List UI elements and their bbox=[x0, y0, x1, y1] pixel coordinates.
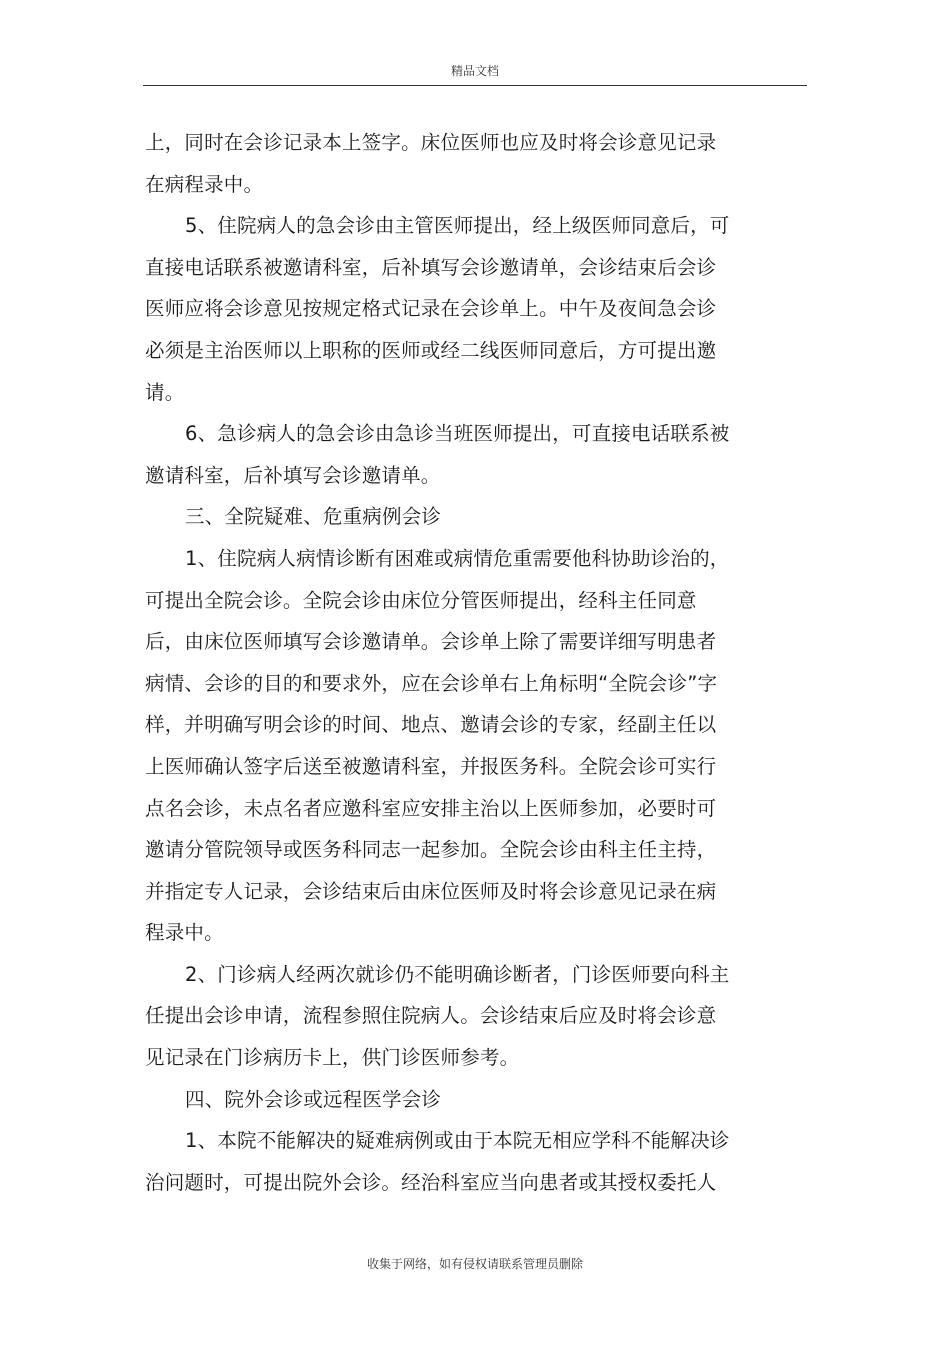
text-line: 5、住院病人的急会诊由主管医师提出，经上级医师同意后，可 bbox=[185, 214, 730, 238]
text-line: 样，并明确写明会诊的时间、地点、邀请会诊的专家，经副主任以 bbox=[145, 713, 717, 737]
text-line: 见记录在门诊病历卡上，供门诊医师参考。 bbox=[145, 1046, 520, 1070]
text-line: 四、院外会诊或远程医学会诊 bbox=[185, 1087, 442, 1111]
text-line: 治问题时，可提出院外会诊。经治科室应当向患者或其授权委托人 bbox=[145, 1170, 717, 1194]
text-line: 直接电话联系被邀请科室，后补填写会诊邀请单，会诊结束后会诊 bbox=[145, 255, 717, 279]
text-line: 可提出全院会诊。全院会诊由床位分管医师提出，经科主任同意 bbox=[145, 588, 697, 612]
text-line: 必须是主治医师以上职称的医师或经二线医师同意后，方可提出邀 bbox=[145, 338, 717, 362]
text-line: 邀请科室，后补填写会诊邀请单。 bbox=[145, 463, 441, 487]
text-line: 请。 bbox=[145, 380, 185, 404]
text-line: 1、本院不能解决的疑难病例或由于本院无相应学科不能解决诊 bbox=[185, 1129, 730, 1153]
text-line: 邀请分管院领导或医务科同志一起参加。全院会诊由科主任主持， bbox=[145, 838, 717, 862]
text-line: 上，同时在会诊记录本上签字。床位医师也应及时将会诊意见记录 bbox=[145, 131, 717, 154]
text-line: 在病程录中。 bbox=[145, 172, 264, 196]
text-line: 1、住院病人病情诊断有困难或病情危重需要他科协助诊治的， bbox=[185, 546, 730, 570]
text-line: 任提出会诊申请，流程参照住院病人。会诊结束后应及时将会诊意 bbox=[145, 1004, 717, 1028]
text-line: 医师应将会诊意见按规定格式记录在会诊单上。中午及夜间急会诊 bbox=[145, 297, 717, 321]
text-line: 2、门诊病人经两次就诊仍不能明确诊断者，门诊医师要向科主 bbox=[185, 962, 730, 986]
text-line: 后，由床位医师填写会诊邀请单。会诊单上除了需要详细写明患者 bbox=[145, 630, 717, 654]
text-line: 点名会诊，未点名者应邀科室应安排主治以上医师参加，必要时可 bbox=[145, 796, 717, 820]
text-line: 6、急诊病人的急会诊由急诊当班医师提出，可直接电话联系被 bbox=[185, 422, 730, 446]
text-line: 上医师确认签字后送至被邀请科室，并报医务科。全院会诊可实行 bbox=[145, 754, 717, 778]
document-body bbox=[145, 122, 775, 1203]
page-footer: 收集于网络，如有侵权请联系管理员删除 bbox=[366, 1257, 583, 1271]
text-line: 三、全院疑难、危重病例会诊 bbox=[185, 505, 442, 529]
page-header: 精品文档 bbox=[450, 64, 499, 78]
text-line: 病情、会诊的目的和要求外，应在会诊单右上角标明“全院会诊”字 bbox=[145, 671, 718, 695]
header-divider bbox=[143, 85, 807, 86]
text-line: 并指定专人记录，会诊结束后由床位医师及时将会诊意见记录在病 bbox=[145, 879, 717, 903]
text-line: 程录中。 bbox=[145, 921, 224, 945]
